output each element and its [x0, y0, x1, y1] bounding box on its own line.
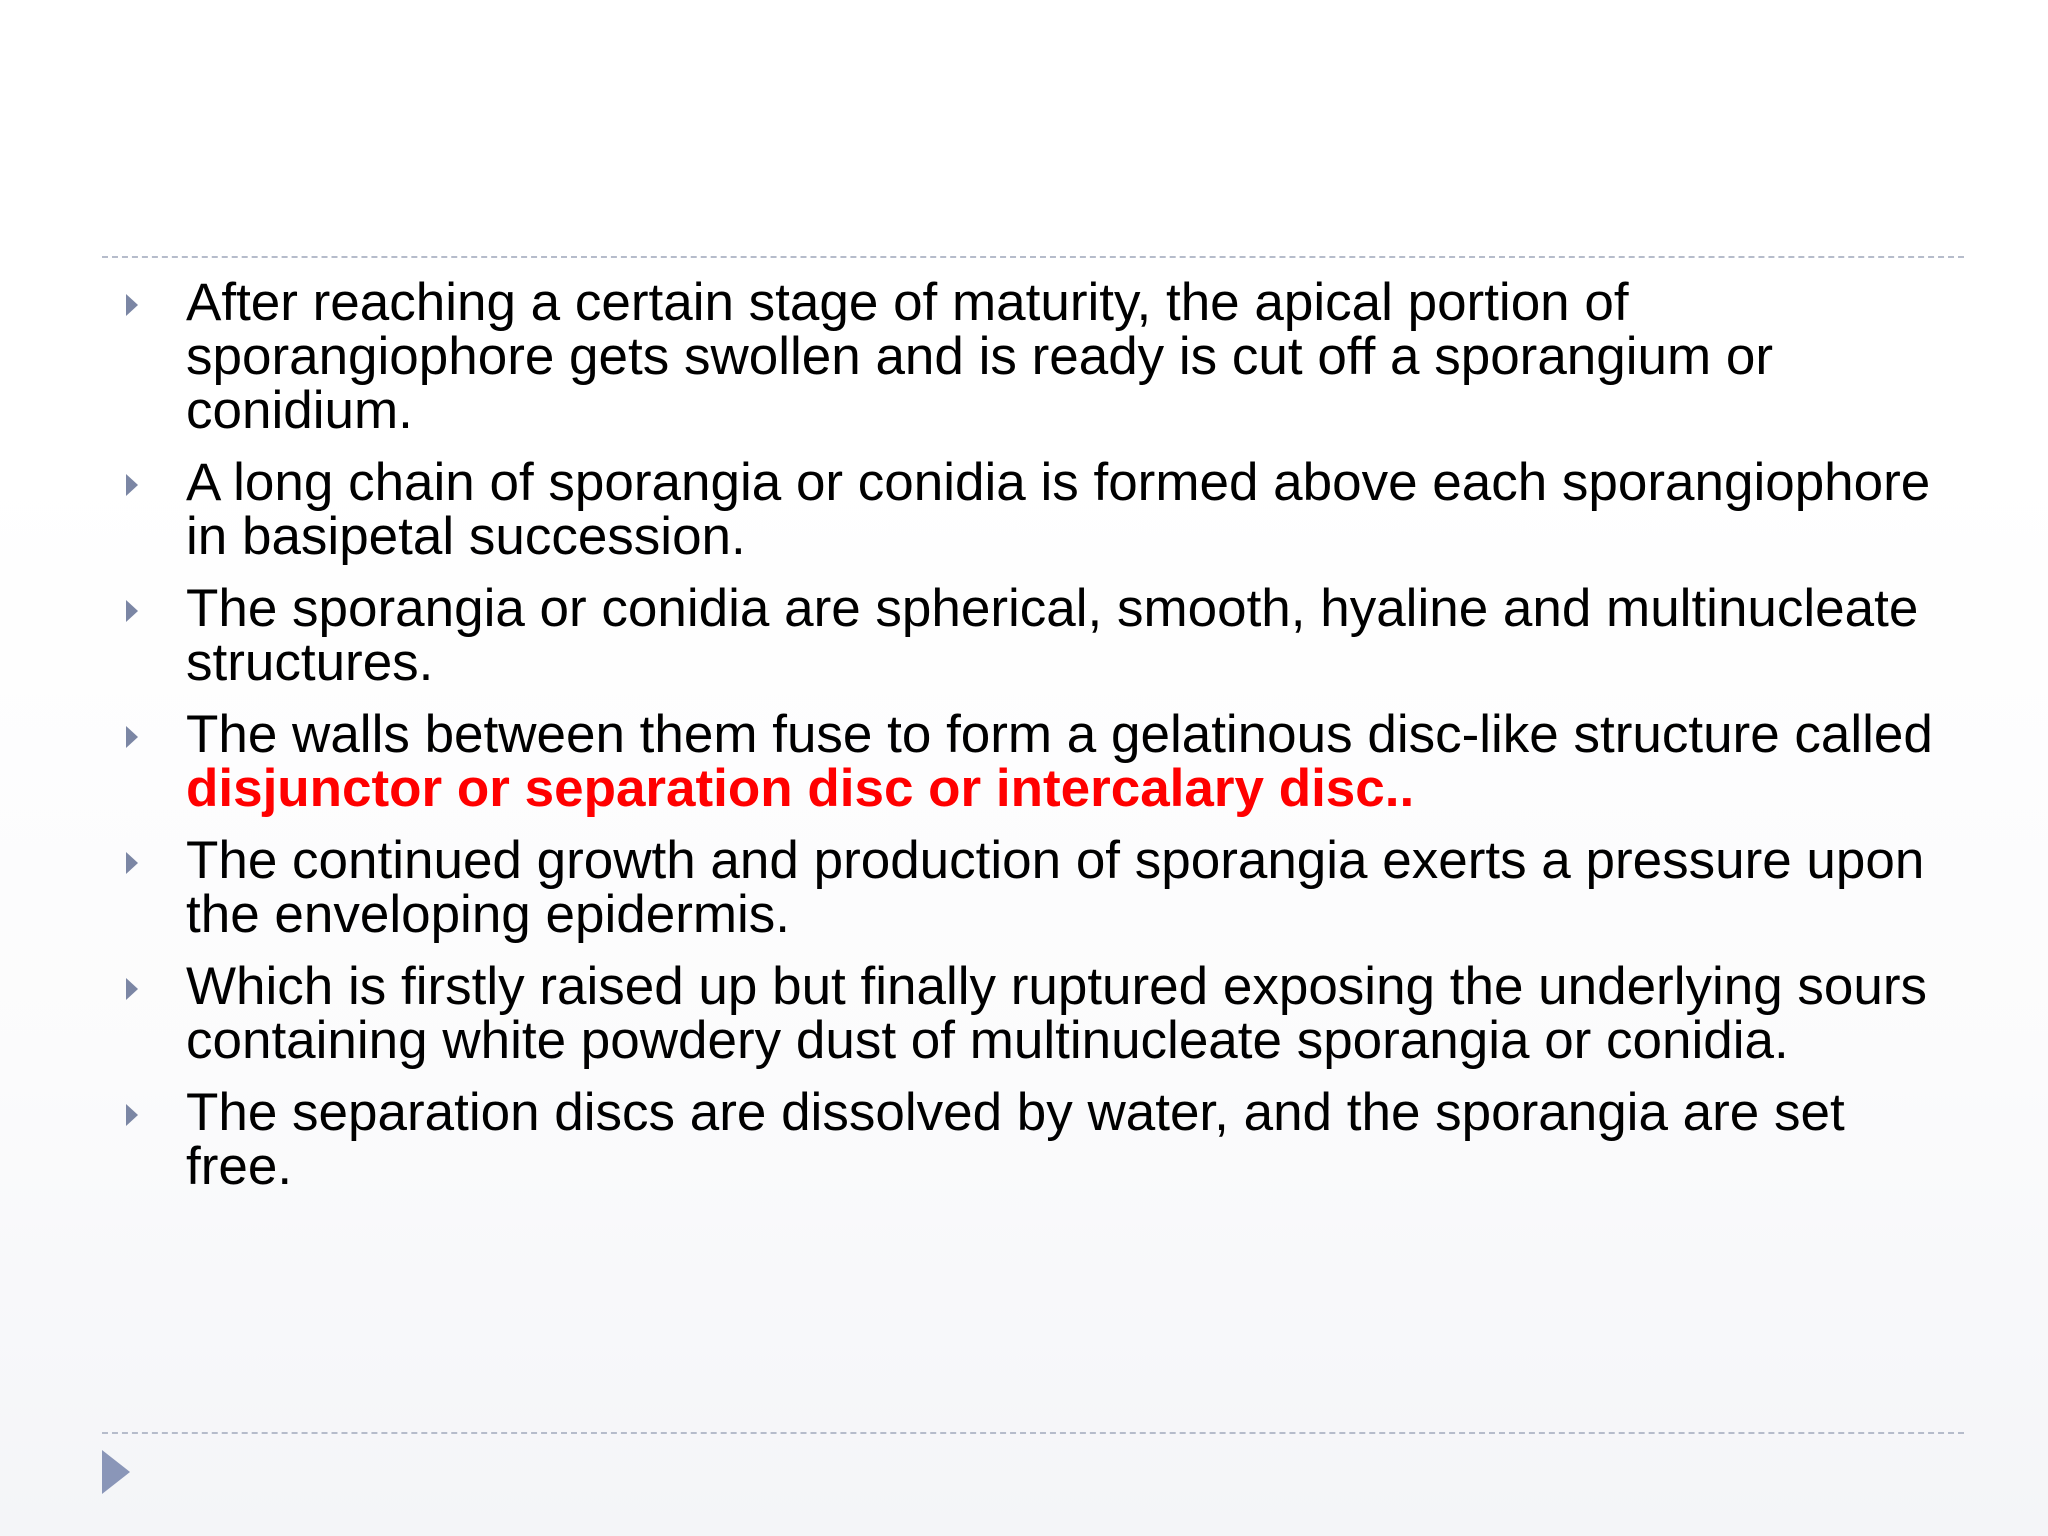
bullet-text-plain: The walls between them fuse to form a gelatinous disc-like structure called — [186, 705, 1933, 764]
bullet-triangle-icon — [126, 474, 138, 496]
play-arrow-icon — [102, 1450, 130, 1494]
bullet-text — [186, 705, 1940, 818]
highlighted-term: disjunctor or separation disc or intercalary disc.. — [186, 759, 1415, 818]
bullet-item — [120, 273, 1940, 440]
bullet-text: Which is firstly raised up but finally ruptured exposing the underlying sours containing white powdery dust of multinucleate sporangia or conidia. — [186, 957, 1928, 1070]
bullet-item — [120, 831, 1940, 944]
bullet-item — [120, 1083, 1940, 1196]
bullet-item — [120, 453, 1940, 566]
bullet-triangle-icon — [126, 600, 138, 622]
bullet-list — [120, 273, 1940, 1212]
bullet-triangle-icon — [126, 978, 138, 1000]
bullet-text: A long chain of sporangia or conidia is formed above each sporangiophore in basipetal succession. — [186, 453, 1931, 566]
bullet-text: After reaching a certain stage of maturity, the apical portion of sporangiophore gets swollen and is ready is cut off a sporangium or conidium. — [186, 273, 1773, 440]
bullet-text: The separation discs are dissolved by water, and the sporangia are set free. — [186, 1083, 1845, 1196]
bullet-item — [120, 957, 1940, 1070]
bullet-triangle-icon — [126, 726, 138, 748]
top-divider — [102, 256, 1964, 258]
bullet-text: The continued growth and production of sporangia exerts a pressure upon the enveloping epidermis. — [186, 831, 1925, 944]
bullet-triangle-icon — [126, 852, 138, 874]
bullet-item — [120, 579, 1940, 692]
bullet-item — [120, 705, 1940, 818]
bullet-triangle-icon — [126, 1104, 138, 1126]
bullet-triangle-icon — [126, 294, 138, 316]
bullet-text: The sporangia or conidia are spherical, smooth, hyaline and multinucleate structures. — [186, 579, 1919, 692]
bottom-divider — [102, 1432, 1964, 1434]
